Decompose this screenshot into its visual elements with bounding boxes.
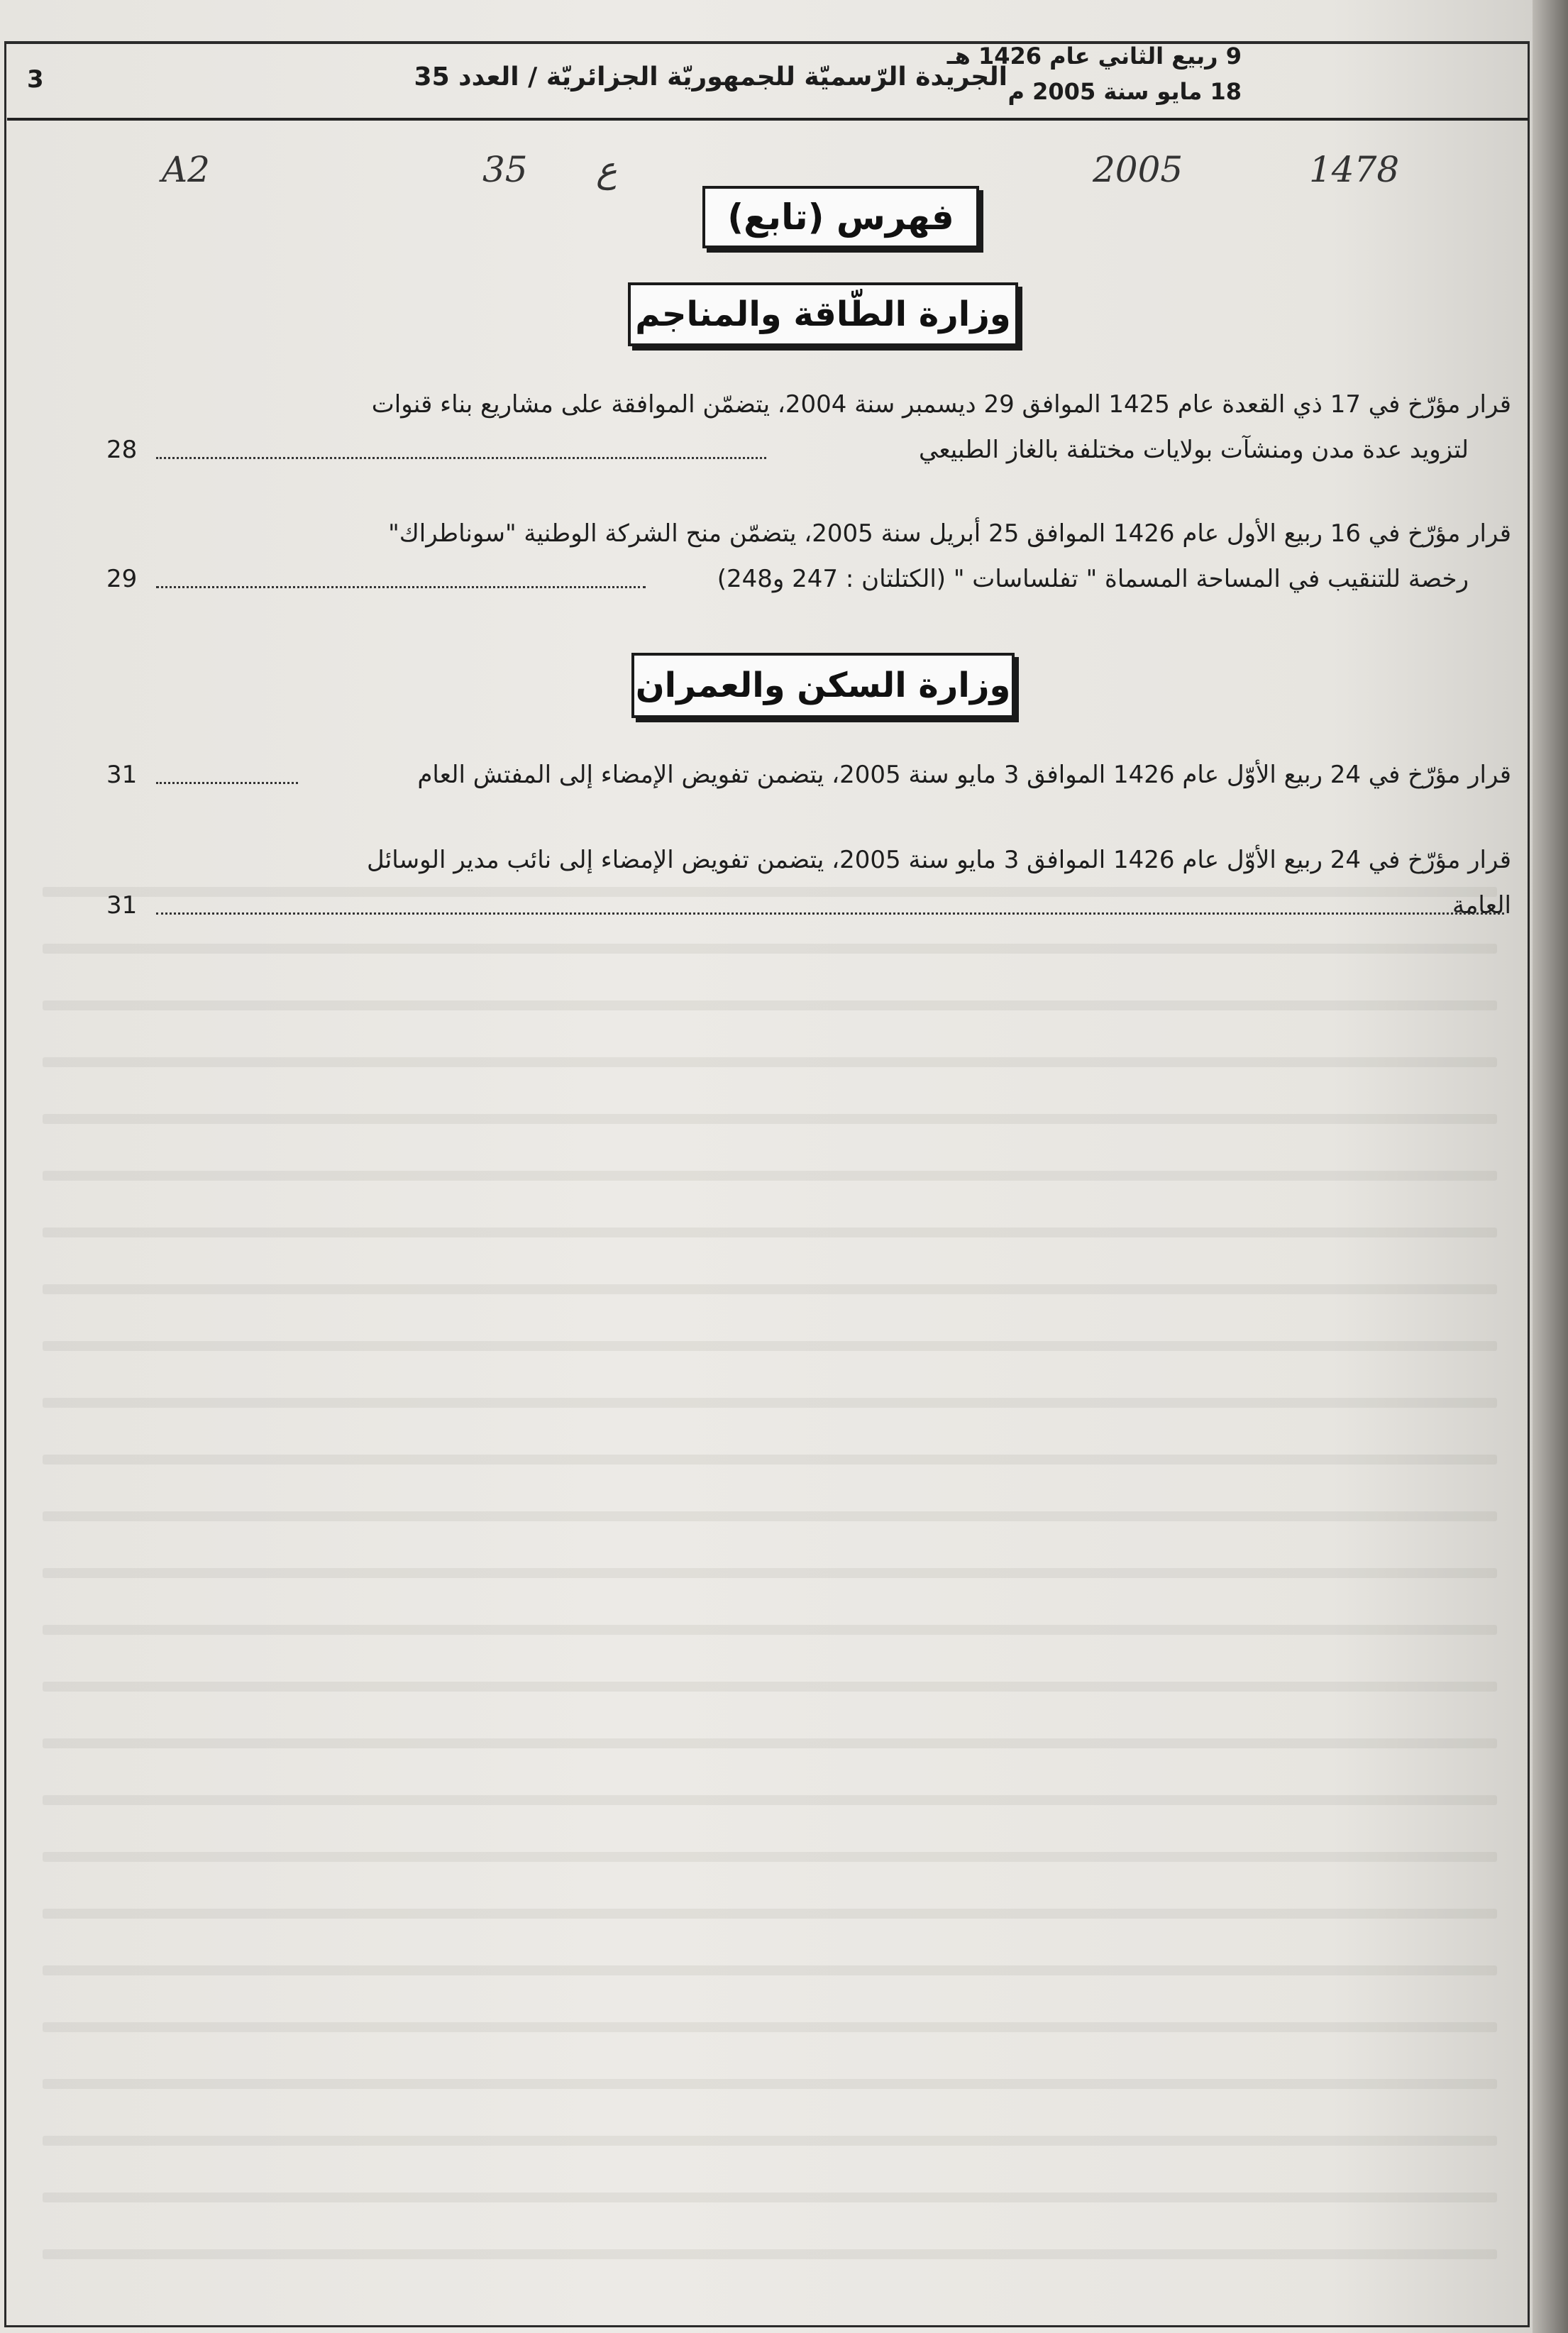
index-entry (106, 752, 1511, 798)
dot-leader (156, 782, 298, 784)
book-spine-shadow (1533, 0, 1568, 2333)
entry-line (106, 752, 1511, 798)
entry-line (106, 556, 1511, 602)
gregorian-date: 18 مايو سنة 2005 م (1007, 78, 1242, 105)
header-rule (7, 118, 1528, 121)
section-title-housing: وزارة السكن والعمران (631, 653, 1015, 718)
entry-page-number: 28 (106, 436, 138, 464)
entry-line (106, 511, 1511, 556)
entry-line (106, 427, 1511, 473)
handwritten-note: 35 (482, 149, 528, 190)
entry-line (106, 883, 1511, 928)
entry-page-number: 31 (106, 891, 138, 920)
handwritten-note: A2 (162, 149, 210, 190)
entry-page-number: 29 (106, 565, 138, 593)
index-entry (106, 837, 1511, 928)
journal-title: الجريدة الرّسميّة للجمهوريّة الجزائريّة / العدد 35 (414, 62, 1007, 92)
entry-text: العامة (1452, 891, 1511, 920)
hijri-date: 9 ربيع الثاني عام 1426 هـ (946, 43, 1242, 70)
handwritten-note: 2005 (1093, 149, 1183, 190)
page-number: 3 (27, 65, 44, 94)
dot-leader (156, 586, 646, 588)
dot-leader (156, 912, 1504, 915)
index-title: فهرس (تابع) (702, 186, 979, 248)
section-title-energy: وزارة الطّاقة والمناجم (628, 282, 1018, 346)
index-entry (106, 511, 1511, 602)
entry-line (106, 382, 1511, 427)
handwritten-note: ع (596, 149, 617, 190)
entry-line (106, 837, 1511, 883)
handwritten-note: 1478 (1309, 149, 1400, 190)
entry-text: قرار مؤرّخ في 16 ربيع الأول عام 1426 الموافق 25 أبريل سنة 2005، يتضمّن منح الشركة الوطنية "سوناطراك" (388, 519, 1511, 548)
entry-text: قرار مؤرّخ في 24 ربيع الأوّل عام 1426 الموافق 3 مايو سنة 2005، يتضمن تفويض الإمضاء إلى نائب مدير الوسائل (367, 846, 1511, 874)
entry-text: قرار مؤرّخ في 17 ذي القعدة عام 1425 الموافق 29 ديسمبر سنة 2004، يتضمّن الموافقة على مشاريع بناء قنوات (371, 390, 1511, 419)
dot-leader (156, 457, 766, 459)
entry-text: لتزويد عدة مدن ومنشآت بولايات مختلفة بالغاز الطبيعي (919, 436, 1469, 464)
entry-page-number: 31 (106, 761, 138, 789)
entry-text: قرار مؤرّخ في 24 ربيع الأوّل عام 1426 الموافق 3 مايو سنة 2005، يتضمن تفويض الإمضاء إلى المفتش العام (417, 761, 1511, 789)
index-entry (106, 382, 1511, 473)
entry-text: رخصة للتنقيب في المساحة المسماة " تفلساسات " (الكتلتان : 247 و248) (717, 565, 1469, 593)
